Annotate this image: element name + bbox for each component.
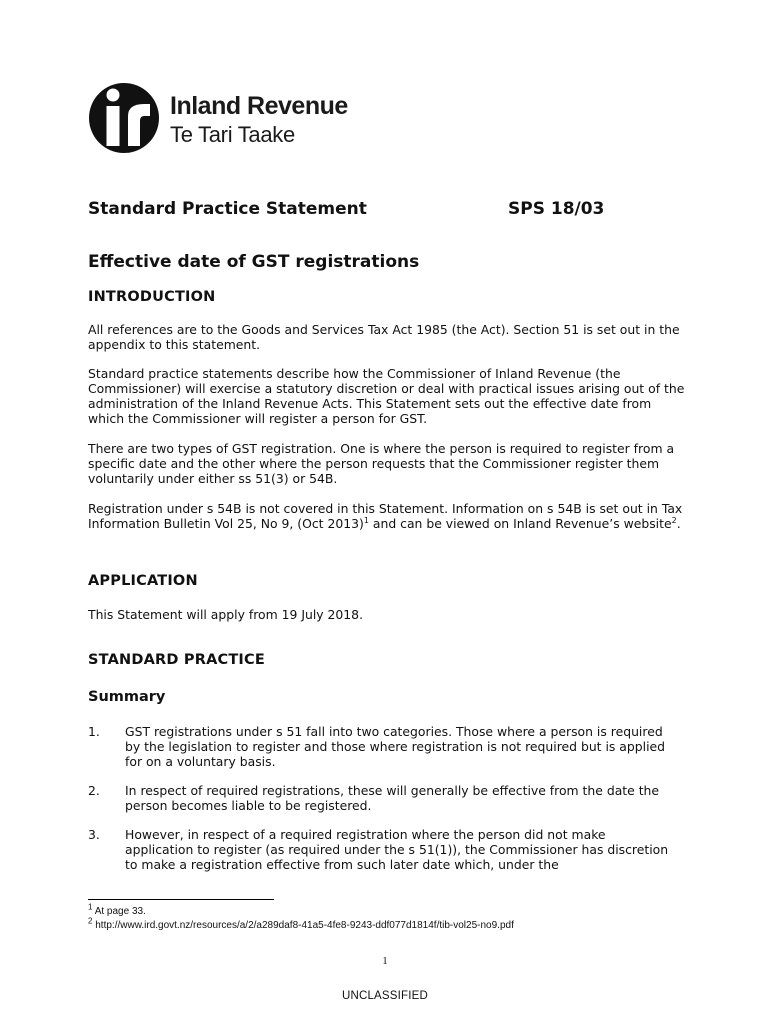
statement-number: SPS 18/03 — [508, 199, 605, 219]
ir-logo-icon — [88, 82, 160, 154]
item-text: However, in respect of a required registration where the person did not make application to register (as required under the s 51(1)), the Commissioner has discretion to make a registration effective from such later date which, under the — [125, 827, 669, 872]
item-text: In respect of required registrations, these will generally be effective from the date the person becomes liable to be registered. — [125, 783, 660, 813]
intro-paragraph: There are two types of GST registration. One is where the person is required to register from a specific date and the other where the person requests that the Commissioner register them voluntarily under either ss 51(3) or 54B. — [88, 441, 675, 486]
footnote — [88, 916, 514, 932]
statement-type: Standard Practice Statement — [88, 199, 367, 219]
standard-practice-heading: STANDARD PRACTICE — [88, 652, 265, 668]
classification-label: UNCLASSIFIED — [341, 990, 429, 1002]
s54b-text: . — [676, 516, 681, 531]
item-text: GST registrations under s 51 fall into two categories. Those where a person is required by the legislation to register and those where registration is not required but is applied for on a voluntary basis. — [125, 724, 665, 769]
application-heading: APPLICATION — [88, 573, 198, 589]
footnote-number: 2 — [88, 916, 93, 926]
footnote-divider — [88, 899, 274, 900]
s54b-text: and can be viewed on Inland Revenue’s website — [368, 516, 672, 531]
item-number: 3. — [88, 827, 100, 842]
intro-paragraph-s54b — [88, 501, 688, 531]
intro-paragraph: Standard practice statements describe how the Commissioner of Inland Revenue (the Commissioner) will exercise a statutory discretion or deal with practical issues arising out of the administration of the Inland Revenue Acts. This Statement sets out the effective date from which the Commissioner will register a person for GST. — [88, 366, 685, 426]
logo-maori-name: Te Tari Taake — [170, 122, 295, 147]
item-number: 1. — [88, 724, 100, 739]
document-title: Effective date of GST registrations — [88, 252, 420, 272]
s54b-text: Registration under s 54B is not covered in this Statement. Information on s 54B is set out in Tax Information Bulletin Vol 25, No 9, (Oct 2013) — [88, 501, 683, 531]
logo-name: Inland Revenue — [170, 92, 348, 120]
inland-revenue-logo — [88, 82, 388, 157]
footnote-text: At page 33. — [94, 906, 146, 917]
page-number: 1 — [382, 955, 388, 967]
footnote-number: 1 — [88, 902, 93, 912]
intro-paragraph: All references are to the Goods and Services Tax Act 1985 (the Act). Section 51 is set out in the appendix to this statement. — [88, 322, 680, 352]
summary-subheading: Summary — [88, 689, 166, 705]
footnote-ref-1[interactable]: 1 — [363, 515, 369, 525]
footnote-link[interactable]: http://www.ird.govt.nz/resources/a/2/a289daf8-41a5-4fe8-9243-ddf077d1814f/tib-vol25-no9.pdf — [95, 920, 514, 931]
application-text: This Statement will apply from 19 July 2018. — [88, 607, 364, 622]
footnote-ref-2[interactable]: 2 — [671, 515, 677, 525]
introduction-heading: INTRODUCTION — [88, 289, 216, 305]
footnote — [88, 902, 146, 918]
item-number: 2. — [88, 783, 100, 798]
